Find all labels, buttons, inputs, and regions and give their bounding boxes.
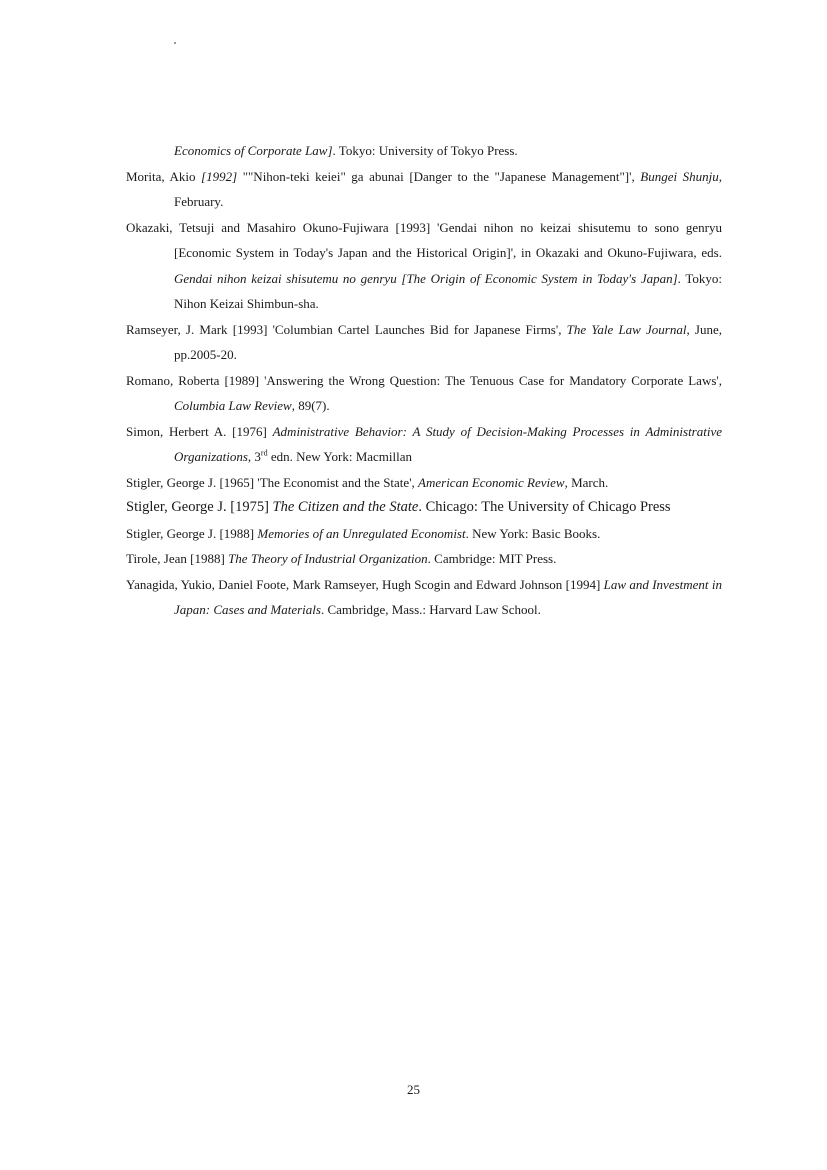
reference-text: edn. New York: Macmillan <box>267 449 413 464</box>
ref-stigler-1965 <box>126 470 722 496</box>
ref-stigler-1988 <box>126 521 722 547</box>
reference-text: Simon, Herbert A. [1976] <box>126 423 273 439</box>
ref-stigler-1975 <box>126 495 722 521</box>
ref-yanagida <box>126 572 722 623</box>
reference-title: Economics of Corporate Law] <box>174 143 333 158</box>
ref-tirole <box>126 546 722 572</box>
reference-title: Law and Investment in Japan: Cases and Materials <box>174 576 722 617</box>
reference-title: [1992] <box>201 168 238 184</box>
reference-text: , February. <box>174 168 722 209</box>
ref-simon <box>126 419 722 470</box>
reference-text: Stigler, George J. [1975] <box>126 499 273 515</box>
reference-title: Columbia Law Review <box>174 398 292 413</box>
reference-text: . Cambridge: MIT Press. <box>427 551 557 566</box>
reference-title: The Theory of Industrial Organization <box>228 551 428 566</box>
reference-text: . New York: Basic Books. <box>465 525 601 541</box>
reference-title: Bungei Shunju <box>640 168 719 184</box>
reference-text: Tirole, Jean [1988] <box>126 551 229 566</box>
reference-title: Memories of an Unregulated Economist <box>257 525 466 541</box>
reference-text: Yanagida, Yukio, Daniel Foote, Mark Ramseyer, Hugh Scogin and Edward Johnson [1994] <box>126 576 604 592</box>
reference-text: , March. <box>564 474 609 490</box>
reference-title: American Economic Review <box>418 474 565 490</box>
reference-text: rd <box>260 448 268 458</box>
ref-continuation <box>126 138 722 164</box>
reference-title: Administrative Behavior: A Study of Decision-Making Processes in Administrative Organizations <box>174 423 723 464</box>
reference-text: Stigler, George J. [1988] <box>126 525 258 541</box>
reference-text: Stigler, George J. [1965] 'The Economist and the State', <box>126 474 419 490</box>
scan-artifact-dot <box>174 42 176 44</box>
reference-title: The Citizen and the State <box>272 499 419 515</box>
reference-text: , June, pp.2005-20. <box>174 321 722 362</box>
ref-ramseyer <box>126 317 722 368</box>
reference-text: Ramseyer, J. Mark [1993] 'Columbian Cartel Launches Bid for Japanese Firms', <box>126 321 567 337</box>
reference-text: Okazaki, Tetsuji and Masahiro Okuno-Fujiwara [1993] 'Gendai nihon no keizai shisutemu to sono genryu [Economic System in Today's Japan and the Historical Origin]', in Okazaki and Okuno-Fujiwara, eds. <box>126 219 722 260</box>
reference-list <box>126 138 722 623</box>
reference-text: , 89(7). <box>291 398 330 413</box>
reference-text: ""Nihon-teki keiei" ga abunai [Danger to the "Japanese Management"]', <box>237 168 641 184</box>
reference-text: . Chicago: The University of Chicago Press <box>418 499 671 515</box>
reference-text: . Cambridge, Mass.: Harvard Law School. <box>320 602 541 617</box>
reference-text: . Tokyo: University of Tokyo Press. <box>332 143 518 158</box>
reference-title: Gendai nihon keizai shisutemu no genryu [The Origin of Economic System in Today's Japan] <box>174 270 678 286</box>
ref-okazaki <box>126 215 722 317</box>
reference-text: , 3 <box>247 449 261 464</box>
reference-text: Romano, Roberta [1989] 'Answering the Wrong Question: The Tenuous Case for Mandatory Corporate Laws', <box>126 372 722 388</box>
page-number: 25 <box>407 1082 420 1097</box>
reference-text: Morita, Akio <box>126 168 202 184</box>
ref-morita <box>126 164 722 215</box>
reference-title: The Yale Law Journal <box>566 321 687 337</box>
ref-romano <box>126 368 722 419</box>
reference-text: . Tokyo: Nihon Keizai Shimbun-sha. <box>174 270 722 311</box>
